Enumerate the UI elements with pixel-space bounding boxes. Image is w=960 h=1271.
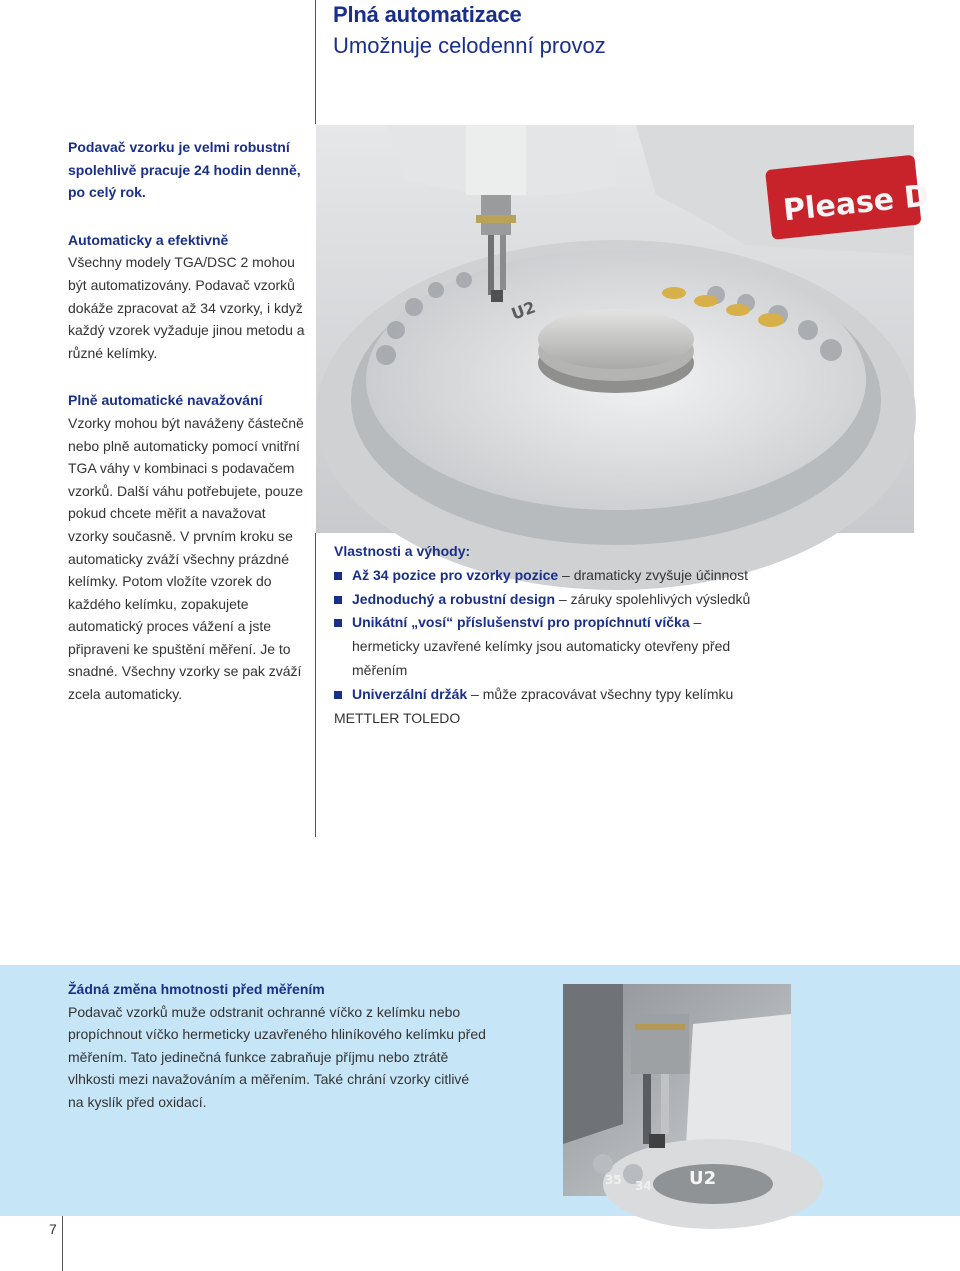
band-body: Podavač vzorků muže odstranit ochranné víčko z kelímku nebo propíchnout víčko hermeticky uzavřeného hliníkového kelímku před měřením. Tato jedinečná funkce zabraňuje příjmu nebo ztrátě vlhkosti mezi navažováním a měřením. Také chrání vzorky citlivé na kyslík před oxidací. (68, 1003, 486, 1110)
position-label-35: 35 (605, 1173, 622, 1187)
page-number: 7 (49, 1221, 57, 1237)
header-rule (315, 0, 316, 124)
title-block (333, 0, 606, 59)
brand-name: METTLER TOLEDO (334, 709, 461, 726)
band-text (68, 978, 488, 1114)
feature-item (334, 564, 934, 588)
sample-changer-photo (316, 125, 931, 533)
section-automatic (68, 229, 308, 365)
features-heading: Vlastnosti a výhody: (334, 543, 471, 559)
position-label-34: 34 (635, 1179, 652, 1193)
feature-title: Jednoduchý a robustní design (352, 590, 556, 607)
feature-text: – hermeticky uzavřené kelímky jsou automaticky otevřeny před měřením (352, 614, 731, 678)
section-body: Vzorky mohou být naváženy částečně nebo plně automaticky pomocí vnitřní TGA váhy v kombinaci s podavačem vzorků. Další váhu potřebujete, pouze pokud chcete měřit a navažovat vzorky současně. V prvním kroku se automaticky zváží všechny prázdné kelímky. Potom vložíte vzorek do každého kelímku, zopakujete automatický proces vážení a jste připraveni ke spuštění měření. Je to snadné. Všechny vzorky se pak zváží zcela automaticky. (68, 414, 304, 703)
feature-title: Univerzální držák (352, 685, 468, 702)
feature-text: – záruky spolehlivých výsledků (555, 590, 751, 607)
bullet-icon (334, 572, 342, 580)
left-column (68, 136, 308, 731)
feature-item (334, 683, 934, 707)
feature-title: Unikátní „vosí“ příslušenství pro propíchnutí víčka (352, 614, 690, 631)
bullet-icon (334, 619, 342, 627)
column-rule (315, 533, 316, 837)
intro-paragraph: Podavač vzorku je velmi robustní spolehlivě pracuje 24 hodin denně, po celý rok. (68, 139, 301, 201)
feature-text: – dramaticky zvyšuje účinnost (558, 566, 749, 583)
position-label-u2: U2 (689, 1168, 717, 1189)
screen-label-text: Please D (781, 178, 931, 229)
page-title: Plná automatizace (333, 2, 522, 27)
section-weighing (68, 389, 308, 705)
carousel-label: U2 (508, 297, 538, 324)
feature-item (334, 611, 772, 682)
features-block (334, 540, 934, 730)
band-heading: Žádná změna hmotnosti před měřením (68, 981, 325, 997)
features-list (334, 564, 934, 707)
section-heading: Automaticky a efektivně (68, 231, 229, 248)
page-subtitle: Umožnuje celodenní provoz (333, 33, 606, 58)
piercing-tool-photo (563, 984, 791, 1196)
section-heading: Plně automatické navažování (68, 392, 263, 409)
feature-item (334, 588, 934, 612)
feature-text: – může zpracovávat všechny typy kelímku (467, 685, 734, 702)
section-body: Všechny modely TGA/DSC 2 mohou být automatizovány. Podavač vzorků dokáže zpracovat až 34 vzorky, i když každý vzorek vyžaduje jinou metodu a různé kelímky. (68, 254, 305, 361)
footer-rule (62, 1216, 63, 1271)
feature-title: Až 34 pozice pro vzorky pozice (352, 566, 559, 583)
bullet-icon (334, 596, 342, 604)
bullet-icon (334, 691, 342, 699)
